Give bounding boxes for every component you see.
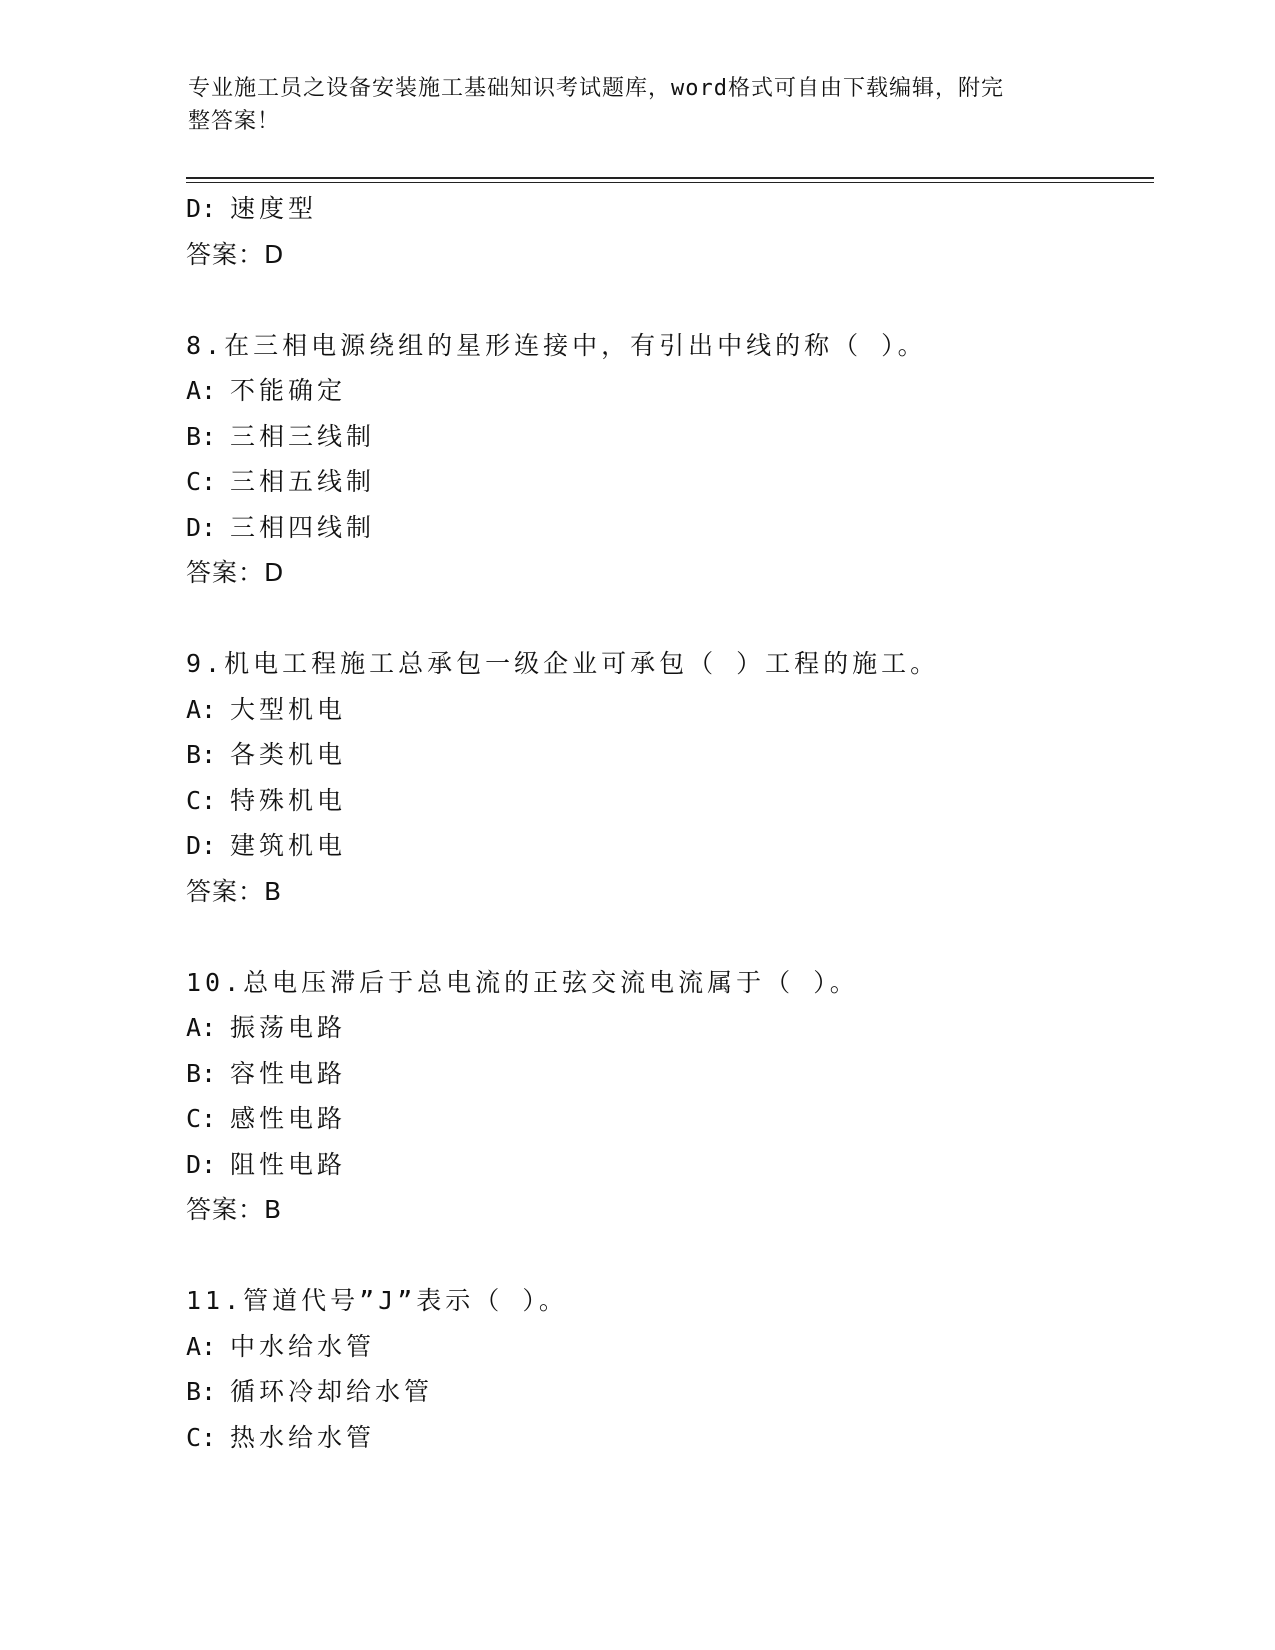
option-label: C: [186, 467, 217, 496]
option-b [186, 732, 1146, 778]
spacer [186, 277, 1146, 323]
option-text: 感性电路 [230, 1104, 347, 1133]
option-label: C: [186, 1422, 217, 1452]
question-8 [186, 323, 1146, 596]
document-header [188, 72, 1068, 138]
option-label: B: [186, 421, 217, 451]
option-text: 速度型 [230, 194, 318, 223]
header-line-2: 整答案！ [188, 109, 281, 134]
option-text: 三相三线制 [230, 421, 376, 451]
header-divider-thick [186, 177, 1154, 179]
question-stem: 9.机电工程施工总承包一级企业可承包（ ）工程的施工。 [186, 649, 940, 678]
answer-line: 答案：B [186, 876, 283, 906]
question-9 [186, 641, 1146, 914]
option-c [186, 1096, 1146, 1142]
option-d [186, 505, 1146, 551]
option-b [186, 414, 1146, 460]
option-a [186, 1324, 1146, 1370]
option-text: 大型机电 [230, 694, 347, 724]
option-label: D: [186, 831, 217, 860]
option-label: B: [186, 1058, 217, 1088]
option-label: B: [186, 1377, 217, 1406]
question-list [186, 186, 1146, 1460]
answer-line: 答案：D [186, 558, 285, 587]
option-b [186, 1369, 1146, 1415]
answer-line: 答案：D [186, 239, 285, 269]
option-d [186, 823, 1146, 869]
option-text: 不能确定 [230, 376, 347, 405]
option-text: 阻性电路 [230, 1149, 347, 1179]
option-b [186, 1051, 1146, 1097]
question-11 [186, 1278, 1146, 1460]
option-label: C: [186, 1104, 217, 1133]
spacer [186, 596, 1146, 642]
option-label: D: [186, 1149, 217, 1179]
option-c [186, 1415, 1146, 1461]
option-a [186, 1005, 1146, 1051]
option-text: 特殊机电 [230, 785, 347, 815]
option-c [186, 459, 1146, 505]
answer-line: 答案：B [186, 1195, 283, 1224]
option-d [186, 1142, 1146, 1188]
option-text: 各类机电 [230, 740, 347, 769]
question-stem: 10.总电压滞后于总电流的正弦交流电流属于（ ）。 [186, 967, 859, 997]
option-label: A: [186, 376, 217, 405]
option-text: 三相五线制 [230, 467, 376, 496]
header-divider-thin [186, 182, 1154, 183]
option-text: 建筑机电 [230, 831, 347, 860]
option-text: 中水给水管 [230, 1331, 376, 1361]
header-line-1: 专业施工员之设备安装施工基础知识考试题库，word格式可自由下载编辑，附完 [188, 76, 1004, 101]
question-stem: 8.在三相电源绕组的星形连接中，有引出中线的称（ ）。 [186, 330, 927, 360]
spacer [186, 1233, 1146, 1279]
option-label: A: [186, 1013, 217, 1042]
option-text: 热水给水管 [230, 1422, 376, 1452]
option-label: C: [186, 785, 217, 815]
option-a [186, 368, 1146, 414]
option-text: 三相四线制 [230, 512, 376, 542]
question-stem: 11.管道代号”J”表示（ ）。 [186, 1286, 568, 1315]
option-a [186, 687, 1146, 733]
question-10 [186, 960, 1146, 1233]
option-label: A: [186, 1331, 217, 1361]
option-label: A: [186, 694, 217, 724]
option-d [186, 186, 1146, 232]
option-text: 循环冷却给水管 [230, 1377, 434, 1406]
option-text: 振荡电路 [230, 1013, 347, 1042]
option-label: D: [186, 512, 217, 542]
option-label: D: [186, 194, 217, 223]
option-label: B: [186, 740, 217, 769]
option-c [186, 778, 1146, 824]
spacer [186, 914, 1146, 960]
option-text: 容性电路 [230, 1058, 347, 1088]
